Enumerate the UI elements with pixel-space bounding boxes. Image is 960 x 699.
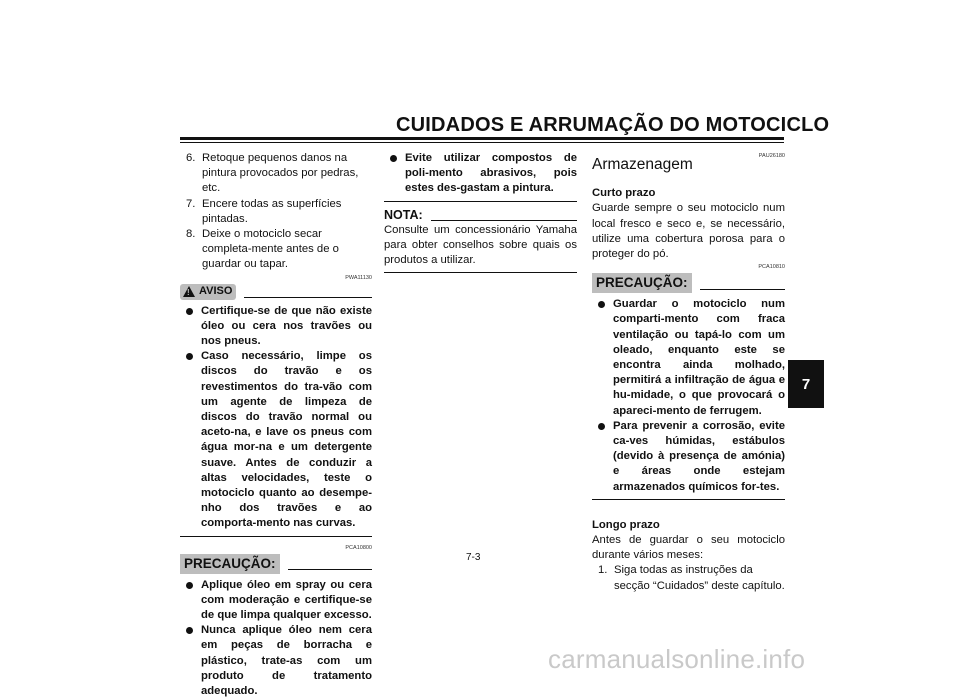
aviso-label — [180, 284, 236, 300]
page-number: 7-3 — [466, 552, 481, 563]
title-rule-thin — [180, 142, 784, 143]
bullet-text: Guardar o motociclo num comparti-mento com fraca ventilação ou tapá-lo com um oleado, enquanto este se encontra ainda molhado, permitirá a infiltração de água e hu-midade, o que provocará o apareci-mento de ferrugem. — [613, 298, 785, 417]
item-text: Deixe o motociclo secar completa-mente antes de o guardar ou tapar. — [202, 228, 339, 271]
bullet-text: Caso necessário, limpe os discos do travão e os revestimentos do tra-vão com um agente de limpeza de discos do travão normal ou aceto-na, e lave os pneus com água mor-na e um detergente suave. Antes de conduzir a altas velocidades, teste o motociclo quanto ao desempe-nho dos travões e ao comporta-mento nas curvas. — [201, 350, 372, 530]
aviso-code: PWA11130 — [345, 274, 372, 281]
bullet-dot-icon — [186, 627, 193, 634]
item-text: Encere todas as superfícies pintadas. — [202, 197, 342, 225]
bullet-dot-icon — [186, 308, 193, 315]
bullet-text: Para prevenir a corrosão, evite ca-ves húmidas, estábulos (devido à presença de amónia) e áreas onde estejam armazenados químicos for-tes. — [613, 419, 785, 493]
bullet-text: Nunca aplique óleo nem cera em peças de borracha e plástico, trate-as com um produto de tratamento adequado. — [201, 624, 372, 698]
bullet-item — [180, 304, 372, 350]
column-3 — [592, 151, 785, 594]
bullet-dot-icon — [390, 155, 397, 162]
bullet-item — [384, 151, 577, 197]
precaucao-header — [592, 273, 785, 293]
header-rule — [288, 557, 372, 570]
precaucao-header — [180, 554, 372, 574]
watermark: carmanualsonline.info — [548, 644, 806, 674]
item-number: 8. — [186, 228, 196, 241]
bullet-text: Aplique óleo em spray ou cera com moderação e certifique-se de que limpa qualquer excesso. — [201, 578, 372, 622]
nota-header — [384, 208, 577, 223]
chapter-tab: 7 — [788, 360, 824, 408]
section-end-rule — [384, 201, 577, 202]
header-rule — [244, 285, 372, 298]
item-number: 6. — [186, 152, 196, 164]
precaucao-label: PRECAUÇÃO: — [180, 554, 280, 574]
precaucao-code: PCA10810 — [758, 264, 785, 271]
precaucao-code: PCA10800 — [345, 544, 372, 551]
nota-text: Consulte um concessionário Yamaha para obter conselhos sobre quais os produtos a utilizar. — [384, 223, 577, 267]
bullet-item — [592, 297, 785, 419]
subsection-title: Longo prazo — [592, 518, 660, 531]
bullet-dot-icon — [186, 353, 193, 360]
column-1 — [180, 151, 372, 699]
aviso-header — [180, 284, 372, 300]
bullet-item — [180, 623, 372, 699]
item-text: Siga todas as instruções da secção “Cuidados” deste capítulo. — [614, 564, 785, 592]
bullet-dot-icon — [598, 423, 605, 430]
item-text: Retoque pequenos danos na pintura provocados por pedras, etc. — [202, 152, 359, 195]
aviso-label-text: AVISO — [199, 285, 233, 298]
item-number: 7. — [186, 197, 196, 210]
list-item — [180, 197, 372, 227]
header-rule — [431, 210, 577, 221]
header-rule — [700, 277, 785, 290]
list-item — [592, 563, 785, 593]
section-title: Armazenagem — [592, 156, 693, 173]
bullet-dot-icon — [186, 582, 193, 589]
bullet-text: Certifique-se de que não existe óleo ou cera nos travões ou nos pneus. — [201, 304, 372, 348]
bullet-item — [180, 578, 372, 624]
paragraph: Guarde sempre o seu motociclo num local fresco e seco e, se necessário, utilize uma cobertura porosa para o proteger do pó. — [592, 202, 785, 261]
page-title: CUIDADOS E ARRUMAÇÃO DO MOTOCICLO — [396, 114, 830, 136]
item-number: 1. — [598, 564, 608, 577]
section-code: PAU26180 — [758, 153, 785, 159]
bullet-item — [592, 419, 785, 495]
precaucao-label: PRECAUÇÃO: — [592, 273, 692, 293]
list-item — [180, 227, 372, 273]
paragraph: Antes de guardar o seu motociclo durante vários meses: — [592, 534, 785, 562]
bullet-text: Evite utilizar compostos de poli-mento abrasivos, pois estes des-gastam a pintura. — [405, 152, 577, 195]
bullet-dot-icon — [598, 301, 605, 308]
list-item — [180, 151, 372, 197]
subsection-title: Curto prazo — [592, 187, 656, 200]
section-end-rule — [384, 272, 577, 273]
bullet-item — [180, 349, 372, 531]
nota-label: NOTA: — [384, 207, 423, 222]
warning-icon: ! — [183, 286, 195, 297]
column-2 — [384, 151, 577, 273]
title-rule-thick — [180, 137, 784, 140]
